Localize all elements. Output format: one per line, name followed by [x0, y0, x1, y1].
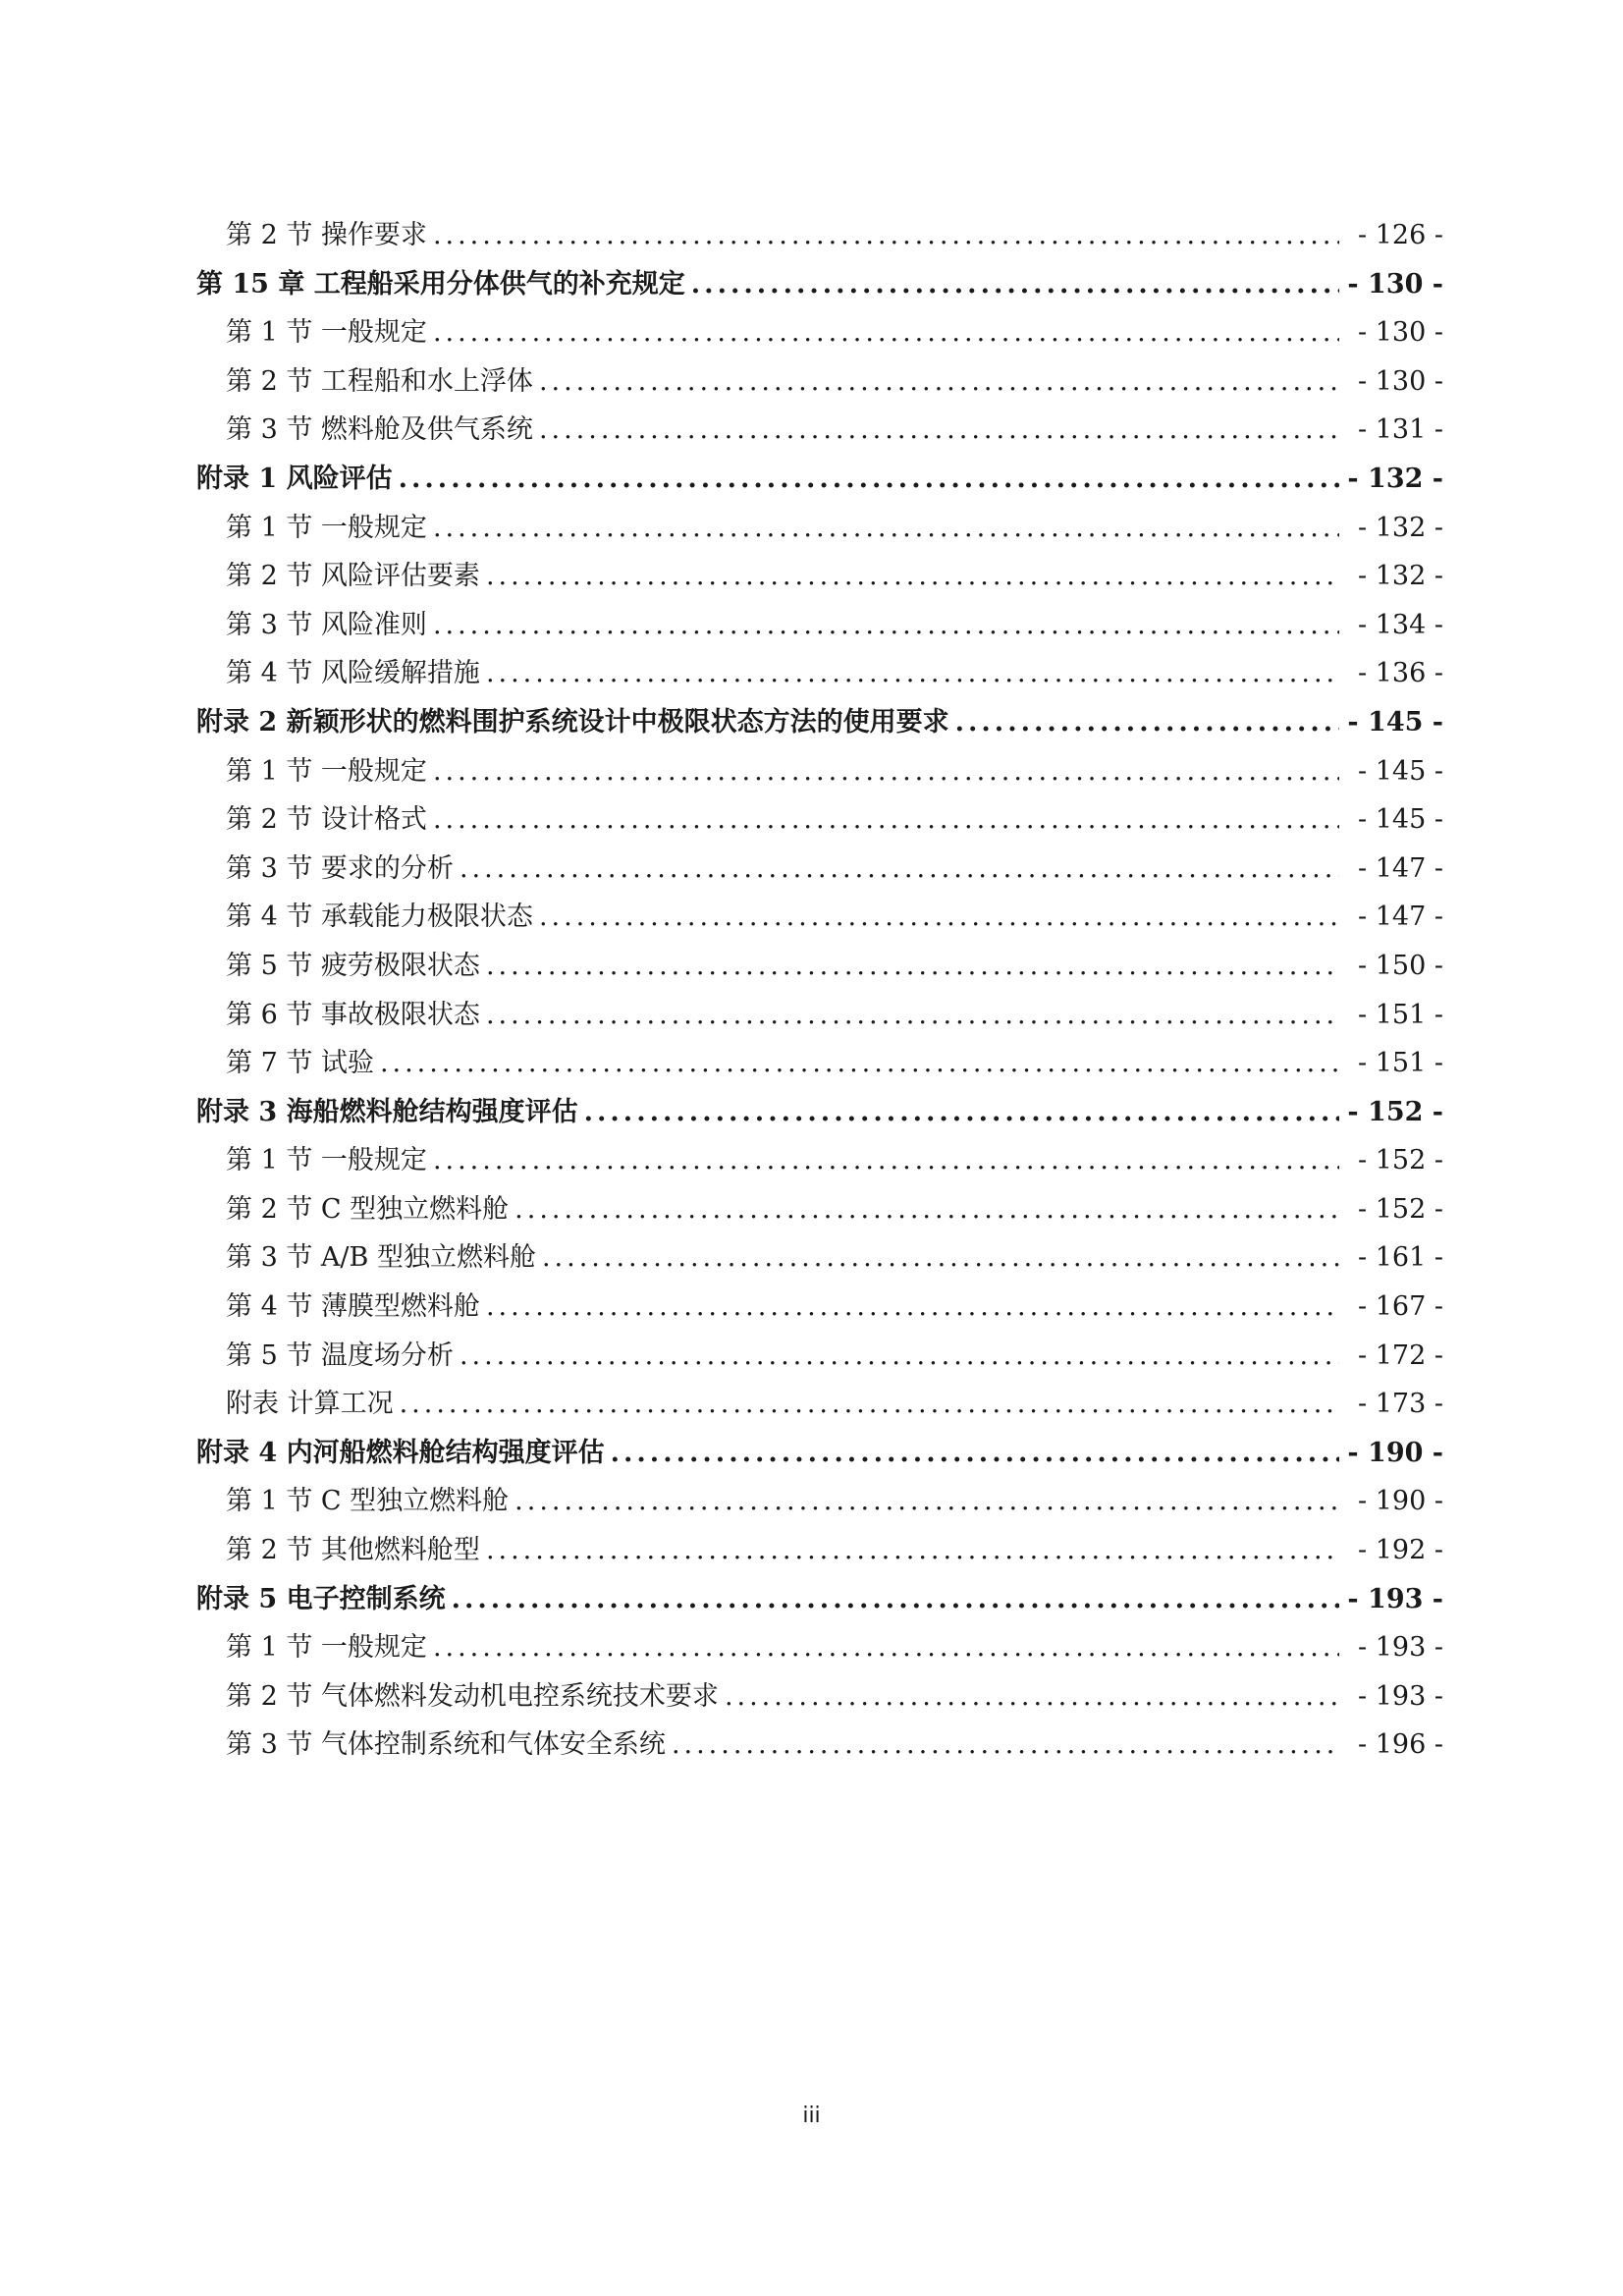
- toc-dot-leader: [584, 1088, 1339, 1137]
- toc-entry-title: 第 1 节 一般规定: [226, 512, 427, 543]
- toc-dot-leader: [514, 1477, 1339, 1526]
- toc-entry-page: - 130 -: [1358, 365, 1443, 397]
- toc-dot-leader: [672, 1721, 1339, 1770]
- toc-entry-title: 第 1 节 C 型独立燃料舱: [226, 1486, 510, 1517]
- toc-entry-chapter[interactable]: [196, 1575, 1443, 1624]
- toc-entry-title: 第 1 节 一般规定: [226, 755, 427, 787]
- toc-dot-leader: [380, 1039, 1339, 1088]
- toc-entry-title: 第 2 节 设计格式: [226, 804, 427, 836]
- toc-entry-page: - 193 -: [1347, 1583, 1443, 1614]
- toc-entry-title: 第 1 节 一般规定: [226, 317, 427, 349]
- toc-entry-section[interactable]: [196, 795, 1443, 845]
- toc-entry-title: 第 4 节 承载能力极限状态: [226, 902, 533, 933]
- toc-entry-section[interactable]: [196, 552, 1443, 601]
- toc-entry-page: - 132 -: [1358, 512, 1443, 543]
- toc-entry-page: - 147 -: [1358, 852, 1443, 884]
- toc-entry-title: 附录 5 电子控制系统: [196, 1583, 446, 1614]
- toc-dot-leader: [486, 552, 1339, 601]
- toc-entry-section[interactable]: [196, 601, 1443, 650]
- toc-entry-chapter[interactable]: [196, 1088, 1443, 1137]
- toc-entry-section[interactable]: [196, 1136, 1443, 1185]
- toc-entry-page: - 126 -: [1358, 220, 1443, 250]
- toc-entry-section[interactable]: [196, 1233, 1443, 1283]
- toc-entry-page: - 145 -: [1358, 755, 1443, 787]
- toc-entry-page: - 196 -: [1358, 1729, 1443, 1761]
- toc-entry-page: - 134 -: [1358, 609, 1443, 640]
- toc-entry-title: 附录 4 内河船燃料舱结构强度评估: [196, 1437, 605, 1468]
- toc-dot-leader: [433, 211, 1339, 260]
- toc-dot-leader: [460, 845, 1339, 894]
- toc-entry-page: - 130 -: [1347, 268, 1443, 300]
- toc-dot-leader: [539, 357, 1339, 407]
- toc-dot-leader: [433, 601, 1339, 650]
- toc-dot-leader: [433, 795, 1339, 845]
- toc-dot-leader: [433, 747, 1339, 796]
- toc-dot-leader: [955, 698, 1339, 747]
- toc-entry-section[interactable]: [196, 1477, 1443, 1526]
- toc-entry-title: 第 7 节 试验: [226, 1048, 374, 1079]
- toc-entry-page: - 192 -: [1358, 1535, 1443, 1566]
- toc-entry-page: - 136 -: [1358, 658, 1443, 689]
- toc-entry-section[interactable]: [196, 1526, 1443, 1575]
- toc-entry-page: - 172 -: [1358, 1339, 1443, 1371]
- toc-dot-leader: [486, 991, 1339, 1040]
- toc-entry-section[interactable]: [196, 1039, 1443, 1088]
- toc-entry-title: 第 3 节 风险准则: [226, 609, 427, 640]
- toc-dot-leader: [539, 893, 1339, 942]
- toc-entry-section[interactable]: [196, 1185, 1443, 1234]
- toc-entry-section[interactable]: [196, 747, 1443, 796]
- toc-dot-leader: [460, 1332, 1339, 1381]
- toc-entry-title: 第 4 节 风险缓解措施: [226, 658, 480, 689]
- toc-entry-page: - 193 -: [1358, 1680, 1443, 1712]
- toc-dot-leader: [433, 308, 1339, 357]
- toc-entry-title: 第 1 节 一般规定: [226, 1632, 427, 1664]
- page-number: iii: [802, 2104, 821, 2128]
- toc-entry-title: 第 3 节 燃料舱及供气系统: [226, 414, 533, 446]
- toc-entry-title: 第 2 节 工程船和水上浮体: [226, 365, 533, 397]
- toc-dot-leader: [611, 1429, 1339, 1478]
- toc-dot-leader: [539, 406, 1339, 455]
- toc-dot-leader: [486, 1526, 1339, 1575]
- toc-entry-page: - 151 -: [1358, 1048, 1443, 1079]
- toc-entry-chapter[interactable]: [196, 260, 1443, 309]
- toc-entry-section[interactable]: [196, 1283, 1443, 1332]
- toc-entry-page: - 131 -: [1358, 414, 1443, 446]
- toc-entry-title: 第 2 节 C 型独立燃料舱: [226, 1193, 510, 1225]
- toc-entry-title: 第 3 节 A/B 型独立燃料舱: [226, 1242, 536, 1274]
- toc-entry-section[interactable]: [196, 649, 1443, 698]
- toc-entry-title: 第 1 节 一般规定: [226, 1145, 427, 1176]
- toc-entry-page: - 147 -: [1358, 902, 1443, 933]
- toc-entry-section[interactable]: [196, 504, 1443, 553]
- toc-entry-title: 第 4 节 薄膜型燃料舱: [226, 1291, 480, 1323]
- toc-entry-section[interactable]: [196, 845, 1443, 894]
- toc-entry-page: - 150 -: [1358, 950, 1443, 981]
- toc-entry-title: 附录 1 风险评估: [196, 463, 393, 494]
- toc-entry-section[interactable]: [196, 991, 1443, 1040]
- toc-entry-title: 第 15 章 工程船采用分体供气的补充规定: [196, 268, 685, 300]
- toc-entry-title: 第 3 节 气体控制系统和气体安全系统: [226, 1729, 666, 1761]
- toc-entry-page: - 190 -: [1358, 1486, 1443, 1517]
- toc-entry-section[interactable]: [196, 308, 1443, 357]
- toc-entry-page: - 151 -: [1358, 999, 1443, 1030]
- toc-entry-section[interactable]: [196, 1721, 1443, 1770]
- toc-dot-leader: [486, 1283, 1339, 1332]
- toc-entry-title: 第 3 节 要求的分析: [226, 852, 454, 884]
- toc-entry-section[interactable]: [196, 1672, 1443, 1722]
- toc-dot-leader: [691, 260, 1339, 309]
- toc-dot-leader: [433, 1623, 1339, 1672]
- toc-entry-title: 第 6 节 事故极限状态: [226, 999, 480, 1030]
- toc-entry-title: 第 2 节 风险评估要素: [226, 561, 480, 592]
- toc-entry-page: - 161 -: [1358, 1242, 1443, 1274]
- toc-entry-section[interactable]: [196, 357, 1443, 407]
- toc-entry-title: 第 2 节 操作要求: [226, 220, 427, 250]
- toc-dot-leader: [433, 504, 1339, 553]
- toc-entry-chapter[interactable]: [196, 455, 1443, 504]
- toc-entry-section[interactable]: [196, 1380, 1443, 1429]
- toc-entry-page: - 130 -: [1358, 317, 1443, 349]
- toc-entry-chapter[interactable]: [196, 1429, 1443, 1478]
- toc-entry-title: 第 5 节 温度场分析: [226, 1339, 454, 1371]
- toc-dot-leader: [725, 1672, 1339, 1722]
- toc-dot-leader: [400, 1380, 1339, 1429]
- toc-entry-section[interactable]: [196, 942, 1443, 991]
- toc-entry-page: - 132 -: [1347, 463, 1443, 494]
- toc-entry-section[interactable]: [196, 1332, 1443, 1381]
- toc-dot-leader: [486, 942, 1339, 991]
- toc-dot-leader: [542, 1233, 1339, 1283]
- toc-entry-page: - 152 -: [1358, 1145, 1443, 1176]
- toc-entry-section[interactable]: [196, 1623, 1443, 1672]
- toc-entry-page: - 173 -: [1358, 1389, 1443, 1420]
- toc-entry-page: - 152 -: [1358, 1193, 1443, 1225]
- toc-entry-page: - 145 -: [1358, 804, 1443, 836]
- toc-entry-page: - 132 -: [1358, 561, 1443, 592]
- toc-entry-title: 第 2 节 气体燃料发动机电控系统技术要求: [226, 1680, 719, 1712]
- toc-entry-chapter[interactable]: [196, 698, 1443, 747]
- toc-entry-section[interactable]: [196, 406, 1443, 455]
- toc-dot-leader: [486, 649, 1339, 698]
- toc-entry-page: - 145 -: [1347, 706, 1443, 738]
- toc-entry-title: 附表 计算工况: [226, 1389, 394, 1420]
- table-of-contents: [196, 211, 1443, 1770]
- toc-entry-page: - 190 -: [1347, 1437, 1443, 1468]
- toc-dot-leader: [399, 455, 1339, 504]
- toc-entry-section[interactable]: [196, 211, 1443, 260]
- toc-dot-leader: [514, 1185, 1339, 1234]
- toc-entry-page: - 152 -: [1347, 1096, 1443, 1127]
- toc-entry-title: 附录 3 海船燃料舱结构强度评估: [196, 1096, 578, 1127]
- toc-entry-title: 附录 2 新颖形状的燃料围护系统设计中极限状态方法的使用要求: [196, 706, 949, 738]
- toc-entry-section[interactable]: [196, 893, 1443, 942]
- toc-entry-page: - 167 -: [1358, 1291, 1443, 1323]
- toc-entry-title: 第 5 节 疲劳极限状态: [226, 950, 480, 981]
- toc-entry-page: - 193 -: [1358, 1632, 1443, 1664]
- toc-entry-title: 第 2 节 其他燃料舱型: [226, 1535, 480, 1566]
- toc-dot-leader: [452, 1575, 1339, 1624]
- toc-dot-leader: [433, 1136, 1339, 1185]
